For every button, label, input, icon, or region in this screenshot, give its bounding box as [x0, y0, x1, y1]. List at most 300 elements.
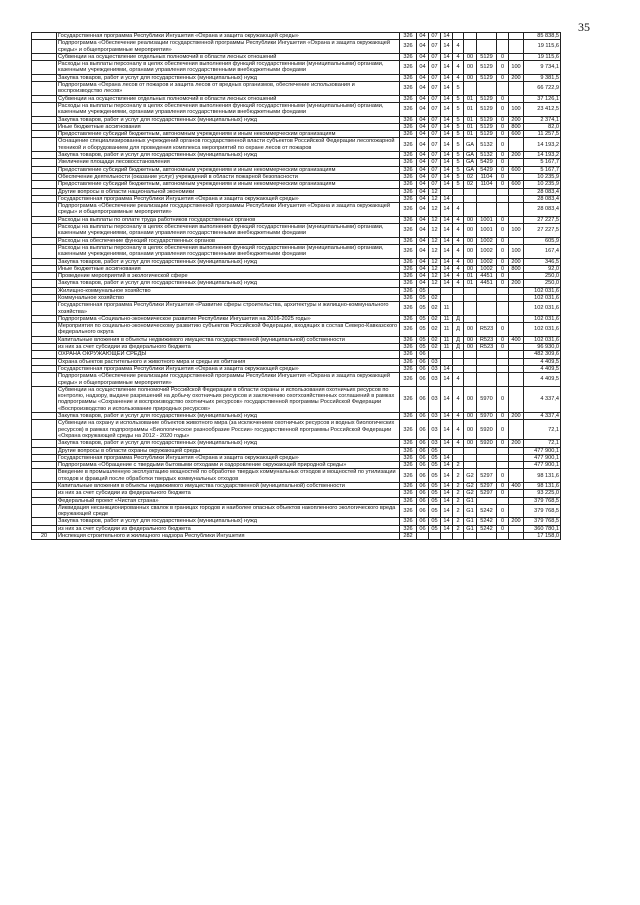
- row-index: [32, 504, 57, 518]
- code-cell: [464, 315, 477, 322]
- table-row: [32, 413, 561, 420]
- row-index: [32, 102, 57, 116]
- code-cell: 0: [497, 95, 509, 102]
- code-cell: 5129: [477, 123, 497, 130]
- code-cell: 326: [400, 462, 417, 469]
- budget-table-body: [32, 33, 561, 540]
- amount-cell: 346,5: [524, 258, 561, 265]
- row-index: [32, 95, 57, 102]
- code-cell: [453, 454, 464, 461]
- code-cell: [509, 469, 524, 483]
- code-cell: 14: [441, 216, 453, 223]
- code-cell: 326: [400, 413, 417, 420]
- code-cell: 326: [400, 203, 417, 217]
- amount-cell: 72,1: [524, 440, 561, 447]
- code-cell: 14: [441, 237, 453, 244]
- table-row: [32, 365, 561, 372]
- code-cell: [497, 454, 509, 461]
- code-cell: 00: [464, 323, 477, 337]
- code-cell: 12: [429, 237, 441, 244]
- code-cell: [429, 287, 441, 294]
- row-name: Закупка товаров, работ и услуг для государственных (муниципальных) нужд: [57, 258, 400, 265]
- code-cell: 0: [497, 504, 509, 518]
- code-cell: 800: [509, 123, 524, 130]
- code-cell: [509, 365, 524, 372]
- code-cell: 05: [417, 287, 429, 294]
- row-index: [32, 373, 57, 387]
- code-cell: 0: [497, 525, 509, 532]
- code-cell: [477, 188, 497, 195]
- code-cell: [509, 82, 524, 96]
- code-cell: 5920: [477, 420, 497, 440]
- row-name: Государственная программа Республики Ингушетия «Охрана и защита окружающей среды»: [57, 365, 400, 372]
- code-cell: 00: [464, 237, 477, 244]
- code-cell: [497, 287, 509, 294]
- code-cell: 14: [441, 116, 453, 123]
- code-cell: [497, 462, 509, 469]
- row-name: Расходы на выплаты персоналу в целях обеспечения выполнения функций государственными (муниципальными) органами, казенными учреждениями, органами управления государственными внебюджетными фондами: [57, 61, 400, 75]
- budget-table: [31, 32, 561, 540]
- code-cell: 00: [464, 258, 477, 265]
- row-index: [32, 525, 57, 532]
- code-cell: 5132: [477, 138, 497, 152]
- row-index: [32, 351, 57, 358]
- code-cell: 05: [429, 447, 441, 454]
- code-cell: 5: [453, 152, 464, 159]
- row-index: [32, 413, 57, 420]
- code-cell: 14: [441, 265, 453, 272]
- row-index: [32, 490, 57, 497]
- code-cell: 4: [453, 40, 464, 54]
- code-cell: 03: [429, 365, 441, 372]
- code-cell: 326: [400, 102, 417, 116]
- table-row: [32, 131, 561, 138]
- code-cell: [497, 447, 509, 454]
- code-cell: 5: [453, 95, 464, 102]
- code-cell: [477, 287, 497, 294]
- table-row: [32, 138, 561, 152]
- code-cell: 0: [497, 469, 509, 483]
- code-cell: 0: [497, 273, 509, 280]
- amount-cell: 102 031,6: [524, 302, 561, 316]
- code-cell: 5242: [477, 525, 497, 532]
- code-cell: 282: [400, 533, 417, 540]
- row-name: Подпрограмма «Социально-экономическое развитие Республики Ингушетия на 2016-2025 годы»: [57, 315, 400, 322]
- code-cell: 800: [509, 265, 524, 272]
- amount-cell: 19 115,6: [524, 53, 561, 60]
- table-row: [32, 166, 561, 173]
- row-name: Субвенции на осуществление полномочий Российской Федерации в области охраны и использования охотничьих ресурсов по контролю, надзору, выдаче разрешений на добычу охотничьих ресурсов и заключению охотхозяйственных соглашений в рамках подпрограммы «Сохранение и воспроизводство охотничьих ресурсов» государственной программы Российской Федерации «Воспроизводство и использование природных ресурсов»: [57, 386, 400, 412]
- code-cell: [509, 294, 524, 301]
- code-cell: 05: [417, 302, 429, 316]
- row-index: [32, 244, 57, 258]
- code-cell: 326: [400, 386, 417, 412]
- row-index: [32, 518, 57, 525]
- code-cell: 326: [400, 123, 417, 130]
- table-row: [32, 373, 561, 387]
- row-name: Закупка товаров, работ и услуг для государственных (муниципальных) нужд: [57, 116, 400, 123]
- code-cell: [509, 525, 524, 532]
- code-cell: 06: [417, 373, 429, 387]
- code-cell: 04: [417, 258, 429, 265]
- code-cell: 07: [429, 123, 441, 130]
- code-cell: 5: [453, 82, 464, 96]
- code-cell: 06: [417, 440, 429, 447]
- code-cell: 4: [453, 440, 464, 447]
- code-cell: 14: [441, 504, 453, 518]
- code-cell: 2: [453, 462, 464, 469]
- code-cell: [477, 302, 497, 316]
- code-cell: 05: [429, 497, 441, 504]
- code-cell: 2: [453, 504, 464, 518]
- code-cell: [509, 287, 524, 294]
- code-cell: 07: [429, 33, 441, 40]
- code-cell: 4: [453, 413, 464, 420]
- amount-cell: 82,0: [524, 123, 561, 130]
- row-name: Инспекция строительного и жилищного надзора Республики Ингушетия: [57, 533, 400, 540]
- row-name: Жилищно-коммунальное хозяйство: [57, 287, 400, 294]
- code-cell: 326: [400, 336, 417, 343]
- code-cell: 5297: [477, 483, 497, 490]
- row-index: [32, 358, 57, 365]
- code-cell: 06: [417, 413, 429, 420]
- row-index: [32, 454, 57, 461]
- code-cell: 326: [400, 265, 417, 272]
- table-row: [32, 490, 561, 497]
- row-index: [32, 469, 57, 483]
- row-name: Субвенции на осуществление отдельных полномочий в области лесных отношений: [57, 95, 400, 102]
- row-index: [32, 258, 57, 265]
- code-cell: 200: [509, 280, 524, 287]
- code-cell: 5: [453, 123, 464, 130]
- code-cell: 326: [400, 258, 417, 265]
- row-index: [32, 188, 57, 195]
- code-cell: Д: [453, 315, 464, 322]
- table-row: [32, 74, 561, 81]
- amount-cell: 4 337,4: [524, 386, 561, 412]
- row-name: Закупка товаров, работ и услуг для государственных (муниципальных) нужд: [57, 413, 400, 420]
- code-cell: 01: [464, 280, 477, 287]
- code-cell: 02: [429, 315, 441, 322]
- code-cell: GA: [464, 152, 477, 159]
- row-name: Закупка товаров, работ и услуг для государственных (муниципальных) нужд: [57, 440, 400, 447]
- code-cell: [429, 533, 441, 540]
- code-cell: [441, 358, 453, 365]
- code-cell: 00: [464, 344, 477, 351]
- code-cell: 5129: [477, 131, 497, 138]
- code-cell: [497, 188, 509, 195]
- table-row: [32, 483, 561, 490]
- code-cell: [464, 462, 477, 469]
- code-cell: 0: [497, 159, 509, 166]
- table-row: [32, 273, 561, 280]
- code-cell: [497, 365, 509, 372]
- code-cell: [453, 351, 464, 358]
- code-cell: 04: [417, 152, 429, 159]
- code-cell: 0: [497, 280, 509, 287]
- amount-cell: 14 193,2: [524, 138, 561, 152]
- code-cell: 03: [429, 420, 441, 440]
- row-index: [32, 447, 57, 454]
- row-index: [32, 420, 57, 440]
- code-cell: 11: [441, 344, 453, 351]
- amount-cell: 92,0: [524, 265, 561, 272]
- code-cell: [497, 33, 509, 40]
- code-cell: 326: [400, 420, 417, 440]
- code-cell: 02: [429, 344, 441, 351]
- amount-cell: 85 838,5: [524, 33, 561, 40]
- row-name: Введение в промышленную эксплуатацию мощностей по обработке твердых коммунальных отходов и мощностей по утилизации отходов и фракций после обработки твердых коммунальных отходов: [57, 469, 400, 483]
- row-name: Расходы на выплаты персоналу в целях обеспечения выполнения функций государственными (муниципальными) органами, казенными учреждениями, органами управления государственными внебюджетными фондами: [57, 224, 400, 238]
- row-name: Охрана объектов растительного и животного мира и среды их обитания: [57, 358, 400, 365]
- amount-cell: 167,4: [524, 244, 561, 258]
- code-cell: 0: [497, 61, 509, 75]
- code-cell: [464, 203, 477, 217]
- amount-cell: 102 031,6: [524, 315, 561, 322]
- table-row: [32, 258, 561, 265]
- code-cell: [464, 533, 477, 540]
- row-name: Проведение мероприятий в экологической сфере: [57, 273, 400, 280]
- code-cell: 5129: [477, 95, 497, 102]
- code-cell: 0: [497, 152, 509, 159]
- table-row: [32, 203, 561, 217]
- amount-cell: 5 167,7: [524, 166, 561, 173]
- row-name: Увеличение площади лесовосстановления: [57, 159, 400, 166]
- code-cell: 06: [417, 462, 429, 469]
- code-cell: [453, 188, 464, 195]
- code-cell: 14: [441, 273, 453, 280]
- code-cell: 2: [453, 518, 464, 525]
- row-name: Закупка товаров, работ и услуг для государственных (муниципальных) нужд: [57, 280, 400, 287]
- code-cell: [477, 294, 497, 301]
- table-row: [32, 237, 561, 244]
- code-cell: 11: [441, 315, 453, 322]
- code-cell: 04: [417, 33, 429, 40]
- code-cell: [477, 462, 497, 469]
- code-cell: [464, 454, 477, 461]
- code-cell: 2: [453, 469, 464, 483]
- table-row: [32, 351, 561, 358]
- code-cell: [441, 287, 453, 294]
- amount-cell: 4 409,5: [524, 373, 561, 387]
- code-cell: 14: [441, 518, 453, 525]
- code-cell: [509, 138, 524, 152]
- code-cell: 14: [441, 497, 453, 504]
- code-cell: 326: [400, 152, 417, 159]
- code-cell: 04: [417, 166, 429, 173]
- code-cell: 0: [497, 116, 509, 123]
- code-cell: 07: [429, 181, 441, 188]
- code-cell: 14: [441, 244, 453, 258]
- code-cell: [509, 33, 524, 40]
- code-cell: 200: [509, 152, 524, 159]
- code-cell: 14: [441, 123, 453, 130]
- table-row: [32, 454, 561, 461]
- amount-cell: 4 409,5: [524, 358, 561, 365]
- table-row: [32, 358, 561, 365]
- table-row: [32, 173, 561, 180]
- code-cell: [509, 302, 524, 316]
- amount-cell: 72,1: [524, 420, 561, 440]
- code-cell: 326: [400, 131, 417, 138]
- code-cell: 600: [509, 181, 524, 188]
- code-cell: 04: [417, 95, 429, 102]
- table-row: [32, 265, 561, 272]
- code-cell: 0: [497, 74, 509, 81]
- code-cell: 06: [417, 386, 429, 412]
- row-index: 20: [32, 533, 57, 540]
- table-row: [32, 116, 561, 123]
- code-cell: G1: [464, 525, 477, 532]
- code-cell: G2: [464, 469, 477, 483]
- code-cell: 326: [400, 53, 417, 60]
- row-name: Закупка товаров, работ и услуг для государственных (муниципальных) нужд: [57, 518, 400, 525]
- row-name: Мероприятия по социально-экономическому развитию субъектов Российской Федерации, входящих в состав Северо-Кавказского федерального округа: [57, 323, 400, 337]
- code-cell: 05: [429, 462, 441, 469]
- code-cell: 5: [453, 166, 464, 173]
- code-cell: [509, 237, 524, 244]
- code-cell: 01: [464, 123, 477, 130]
- code-cell: [477, 315, 497, 322]
- code-cell: 326: [400, 315, 417, 322]
- code-cell: 5: [453, 159, 464, 166]
- code-cell: 12: [429, 244, 441, 258]
- code-cell: 12: [429, 265, 441, 272]
- table-row: [32, 344, 561, 351]
- code-cell: [453, 302, 464, 316]
- code-cell: 200: [509, 440, 524, 447]
- code-cell: 326: [400, 447, 417, 454]
- code-cell: 326: [400, 82, 417, 96]
- code-cell: 04: [417, 280, 429, 287]
- code-cell: 1002: [477, 265, 497, 272]
- row-name: Другие вопросы в области национальной экономики: [57, 188, 400, 195]
- code-cell: [477, 203, 497, 217]
- code-cell: 0: [497, 53, 509, 60]
- code-cell: 06: [417, 358, 429, 365]
- code-cell: 14: [441, 258, 453, 265]
- code-cell: Д: [453, 336, 464, 343]
- table-row: [32, 195, 561, 202]
- code-cell: [477, 533, 497, 540]
- code-cell: 14: [441, 159, 453, 166]
- code-cell: 14: [441, 82, 453, 96]
- code-cell: 326: [400, 504, 417, 518]
- code-cell: 1002: [477, 258, 497, 265]
- code-cell: 04: [417, 102, 429, 116]
- row-name: Субвенции на осуществление отдельных полномочий в области лесных отношений: [57, 53, 400, 60]
- row-index: [32, 265, 57, 272]
- code-cell: [509, 373, 524, 387]
- code-cell: 14: [441, 462, 453, 469]
- row-name: из них за счет субсидии из федерального бюджета: [57, 344, 400, 351]
- code-cell: [497, 358, 509, 365]
- row-index: [32, 323, 57, 337]
- code-cell: 06: [417, 504, 429, 518]
- code-cell: [509, 53, 524, 60]
- table-row: [32, 497, 561, 504]
- code-cell: 14: [441, 131, 453, 138]
- row-index: [32, 131, 57, 138]
- row-name: Государственная программа Республики Ингушетия «Охрана и защита окружающей среды»: [57, 195, 400, 202]
- code-cell: 00: [464, 420, 477, 440]
- row-index: [32, 483, 57, 490]
- row-name: Предоставление субсидий бюджетным, автономным учреждениям и иным некоммерческим организациям: [57, 131, 400, 138]
- code-cell: 326: [400, 237, 417, 244]
- table-row: [32, 294, 561, 301]
- table-row: [32, 181, 561, 188]
- code-cell: [477, 195, 497, 202]
- code-cell: 5429: [477, 166, 497, 173]
- row-name: Капитальные вложения в объекты недвижимого имущества государственной (муниципальной) собственности: [57, 336, 400, 343]
- code-cell: 100: [509, 224, 524, 238]
- table-row: [32, 447, 561, 454]
- code-cell: 00: [464, 386, 477, 412]
- row-index: [32, 224, 57, 238]
- amount-cell: 102 031,6: [524, 294, 561, 301]
- row-index: [32, 386, 57, 412]
- code-cell: [453, 365, 464, 372]
- code-cell: 04: [417, 138, 429, 152]
- code-cell: 07: [429, 166, 441, 173]
- code-cell: 04: [417, 203, 429, 217]
- code-cell: 5129: [477, 102, 497, 116]
- code-cell: [509, 490, 524, 497]
- code-cell: [477, 82, 497, 96]
- amount-cell: 379 768,5: [524, 497, 561, 504]
- code-cell: 06: [417, 351, 429, 358]
- code-cell: 0: [497, 483, 509, 490]
- code-cell: 4: [453, 420, 464, 440]
- code-cell: 0: [497, 102, 509, 116]
- code-cell: 5297: [477, 469, 497, 483]
- code-cell: 326: [400, 351, 417, 358]
- row-name: Предоставление субсидий бюджетным, автономным учреждениям и иным некоммерческим организациям: [57, 181, 400, 188]
- code-cell: 14: [441, 166, 453, 173]
- code-cell: [509, 40, 524, 54]
- code-cell: 326: [400, 483, 417, 490]
- code-cell: 05: [429, 454, 441, 461]
- code-cell: 0: [497, 258, 509, 265]
- code-cell: 04: [417, 116, 429, 123]
- row-name: Иные бюджетные ассигнования: [57, 265, 400, 272]
- code-cell: 12: [429, 195, 441, 202]
- code-cell: 06: [417, 490, 429, 497]
- code-cell: 12: [429, 258, 441, 265]
- code-cell: [509, 203, 524, 217]
- amount-cell: 605,9: [524, 237, 561, 244]
- code-cell: 5129: [477, 53, 497, 60]
- code-cell: 02: [464, 173, 477, 180]
- code-cell: 1001: [477, 216, 497, 223]
- code-cell: 12: [429, 273, 441, 280]
- code-cell: 4: [453, 237, 464, 244]
- amount-cell: 27 227,5: [524, 216, 561, 223]
- amount-cell: 10 235,9: [524, 173, 561, 180]
- table-row: [32, 102, 561, 116]
- code-cell: 326: [400, 358, 417, 365]
- amount-cell: 96 930,0: [524, 344, 561, 351]
- amount-cell: 477 900,1: [524, 447, 561, 454]
- code-cell: [509, 420, 524, 440]
- amount-cell: 98 131,6: [524, 469, 561, 483]
- amount-cell: 477 900,1: [524, 462, 561, 469]
- row-name: Подпрограмма «Обеспечение реализации государственной программы Республики Ингушетия «Охрана и защита окружающей среды» и общепрограммные мероприятия»: [57, 40, 400, 54]
- code-cell: 200: [509, 116, 524, 123]
- code-cell: 14: [441, 525, 453, 532]
- row-index: [32, 166, 57, 173]
- code-cell: 04: [417, 237, 429, 244]
